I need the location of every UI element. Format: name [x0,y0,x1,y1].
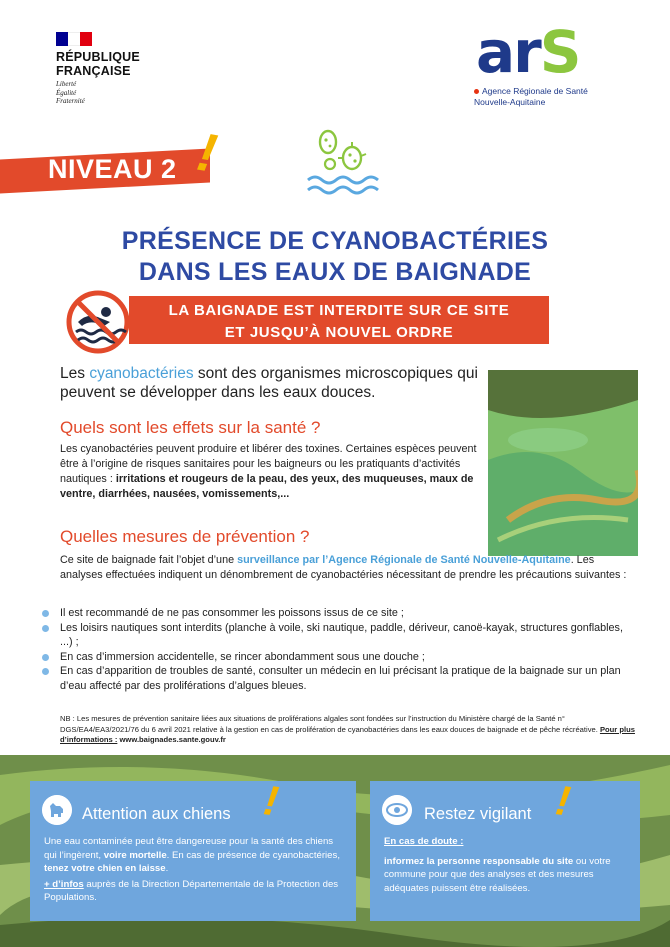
list-item [40,664,630,693]
page-title [0,226,670,288]
effects-text-bold: irritations et rougeurs de la peau, des yeux, des muqueuses, maux de ventre, diarrhées, nausées, vomissements,... [60,473,474,500]
ars-sub1-text: Agence Régionale de Santé [482,86,588,96]
dogs-p2-rest: auprès de la Direction Départementale de la Protection des Populations. [44,878,339,903]
dogs-warning-card [30,776,356,921]
vigilant-exclamation-icon: ! [552,776,574,825]
exclamation-icon: ! [192,121,222,185]
ars-wordmark-s: S [539,18,580,86]
eye-icon [382,795,412,825]
niveau-banner [0,121,222,194]
bullet-icon [42,610,49,617]
list-item [40,606,630,621]
title-line-1: PRÉSENCE DE CYANOBACTÉRIES [121,227,549,255]
bullet-icon [42,625,49,632]
rf-line1: RÉPUBLIQUE [56,50,140,64]
prevention-heading: Quelles mesures de prévention ? [60,527,310,546]
vigilant-p-bold: informez la personne responsable du site [384,855,574,867]
dogs-p1-bold2: tenez votre chien en laisse [44,863,166,874]
republique-francaise-logo [56,32,166,106]
ars-wordmark-ar: ar [476,18,540,86]
rf-line2: FRANÇAISE [56,64,131,78]
dogs-more-info: + d’infos [44,878,84,890]
list-item-text: En cas d’immersion accidentelle, se rincer abondamment sous une douche ; [60,650,425,663]
vigilant-card-body [370,835,640,895]
ars-dot-icon [474,89,479,94]
dog-icon [42,795,72,825]
list-item [40,650,630,665]
intro-text [60,364,480,402]
bullet-icon [42,668,49,675]
ars-subtitle-1 [474,86,588,96]
list-item-text: Il est recommandé de ne pas consommer les poissons issus de ce site ; [60,607,404,619]
ars-subtitle-2: Nouvelle-Aquitaine [474,97,546,107]
dogs-card-title: Attention aux chiens [82,805,231,823]
prevention-list [40,606,630,693]
vigilant-card [370,776,640,921]
prevention-text [60,553,630,583]
bacteria-water-icon [300,128,390,200]
cyanobacteria-photo [488,370,638,556]
motto-egalite: Égalité [56,88,77,97]
dogs-p1-pre: Une eau contaminée peut être dangereuse pour la santé des chiens qui l’ingèrent, [44,836,334,861]
vigilant-card-title: Restez vigilant [424,805,532,823]
bullet-icon [42,654,49,661]
french-flag-icon [56,32,92,46]
rf-name [56,50,166,78]
baignades-url-link[interactable]: www.baignades.sante.gouv.fr [119,735,226,744]
prevention-text-pre: Ce site de baignade fait l’objet d’une [60,554,238,566]
banner-line-2: ET JUSQU’À NOUVEL ORDRE [224,324,454,341]
no-swimming-icon [66,290,130,354]
vigilant-doubt: En cas de doute : [384,836,464,847]
list-item [40,621,630,650]
intro-pre: Les [60,365,90,382]
ars-surveillance-link: surveillance par l’Agence Régionale de Santé Nouvelle-Aquitaine [237,554,571,566]
vigilant-p-rest: ou votre commune pour que des analyses et des mesures adéquates puissent être réalisées. [384,855,611,894]
nb-note [60,714,635,746]
list-item-text: Les loisirs nautiques sont interdits (planche à voile, ski nautique, paddle, dériveur, canoë-kayak, structures gonflables, ...) ; [60,621,623,648]
baignade-interdite-banner [129,296,549,344]
nb-text: NB : Les mesures de prévention sanitaire liées aux situations de proliférations algales sont fondées sur l’instruction du Ministère chargé de la Santé n° DGS/EA4/EA3/2021/76 du 6 avril 2021 relative à la gestion en cas de prolifération de cyanobactéries dans les eaux douces de baignade et de pêche récréative. [60,714,600,734]
prevention-text-post: . Les analyses effectuées indiquent un dénombrement de cyanobactéries nécessitant de prendre les précautions suivantes : [60,554,627,581]
ars-logo [472,18,622,112]
dogs-exclamation-icon: ! [260,776,282,825]
list-item-text: En cas d’apparition de troubles de santé, consulter un médecin en lui précisant la pratique de la baignade sur un plan d’eau affecté par des proliférations d’algues bleues. [60,665,621,692]
dogs-p1-end: . [165,863,169,874]
dogs-p1-mid: . En cas de présence de cyanobactéries, [166,849,340,861]
rf-motto [56,80,166,106]
niveau-label: NIVEAU 2 [48,154,177,184]
motto-fraternite: Fraternité [56,97,85,105]
effects-heading: Quels sont les effets sur la santé ? [60,418,321,437]
effects-text [60,442,480,502]
motto-liberte: Liberté [56,80,77,88]
banner-line-1: LA BAIGNADE EST INTERDITE SUR CE SITE [168,302,510,319]
dogs-card-body [30,835,356,905]
title-line-2: DANS LES EAUX DE BAIGNADE [138,258,532,286]
intro-post: sont des organismes microscopiques qui peuvent se développer dans les eaux douces. [60,365,478,401]
nb-more-label: Pour plus d’informations : [60,724,635,744]
dogs-p1-bold: voire mortelle [103,849,167,861]
intro-highlight: cyanobactéries [89,365,194,382]
effects-text-pre: Les cyanobactéries peuvent produire et libérer des toxines. Certaines espèces peuvent être à l’origine de risques sanitaires pour les baigneurs ou les pratiquants d’activités nautiques : [60,443,477,485]
ars-wordmark [476,18,580,86]
